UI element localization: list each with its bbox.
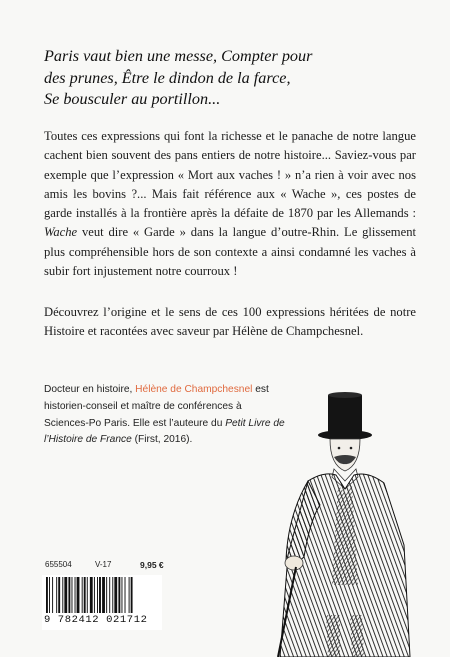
tagline-line-3: Se bousculer au portillon...	[44, 90, 221, 108]
author-bio	[44, 382, 289, 449]
volume-code: V-17	[95, 560, 112, 569]
description-paragraph-2: Découvrez l’origine et le sens de ces 100 expressions héritées de notre Histoire et racontées avec saveur par Hélène de Champchesnel.	[44, 305, 416, 339]
p1-italic-word: Wache	[44, 225, 78, 240]
p1-text-b: veut dire « Garde » dans la langue d’outre-Rhin. Le glissement plus compréhensible hors de son contexte a ainsi condamné les vaches à subir fort injustement notre courroux !	[44, 225, 416, 279]
barcode-digits: 9 782412 021712	[44, 614, 148, 626]
tagline-line-1: Paris vaut bien une messe, Compter pour	[44, 47, 313, 65]
author-name: Hélène de Champchesnel	[135, 384, 253, 395]
bio-text-mid: est historien-conseil et maître de conférences à Sciences-Po Paris. Elle est l’auteure du	[44, 384, 269, 429]
product-code: 655504	[45, 560, 72, 569]
p1-text-a: Toutes ces expressions qui font la richesse et le panache de notre langue cachent bien souvent des pans entiers de notre histoire... Saviez-vous par exemple que l’expression « Mort aux vaches ! » n’a rien à voir avec nos amis les bovins ?... Mais fait référence aux « Wache », ces postes de garde installés à la frontière après la défaite de 1870 par les Allemands :	[44, 129, 416, 221]
tagline	[44, 46, 434, 111]
bio-text-post: (First, 2016).	[131, 434, 193, 446]
bio-text-pre: Docteur en histoire,	[44, 384, 136, 395]
price: 9,95 €	[140, 560, 164, 570]
tagline-line-2: des prunes, Être le dindon de la farce,	[44, 68, 291, 87]
description-paragraph-1	[44, 127, 416, 281]
book-title: Petit Livre de l’Histoire de France	[44, 417, 285, 446]
gentleman-illustration-icon	[258, 385, 428, 657]
